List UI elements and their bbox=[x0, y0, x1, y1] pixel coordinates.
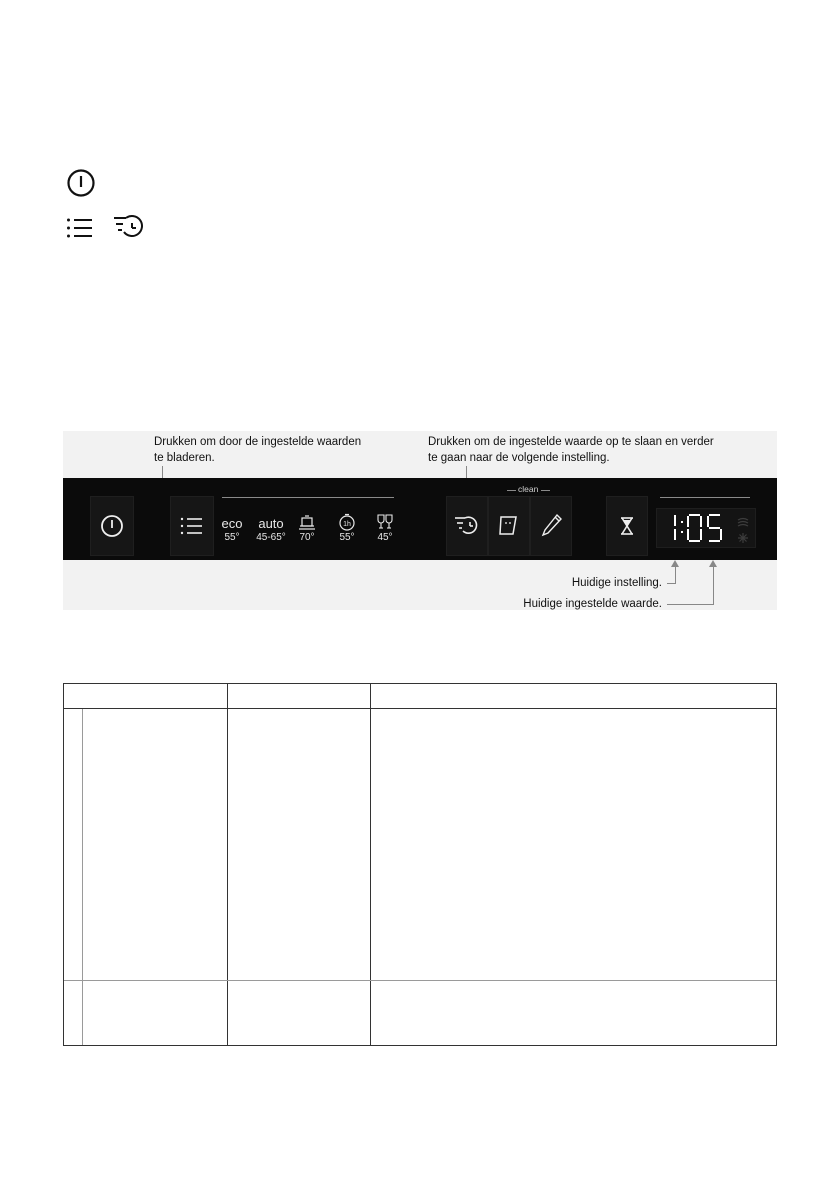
program-eco-label: eco bbox=[221, 516, 243, 531]
program-glass-temp: 45° bbox=[377, 532, 393, 543]
clean-label: clean bbox=[518, 484, 539, 494]
digit-segment bbox=[709, 527, 720, 529]
arrow-head-setting bbox=[671, 560, 679, 567]
control-panel bbox=[63, 478, 777, 560]
program-auto-temp: 45-65° bbox=[256, 532, 286, 543]
callout-scroll-values: Drukken om door de ingestelde waarden te bladeren. bbox=[154, 436, 362, 464]
leader-current-value-v bbox=[713, 566, 714, 604]
leader-current-value-h bbox=[667, 604, 714, 605]
digit-segment bbox=[689, 514, 700, 516]
colon-dot bbox=[681, 521, 683, 523]
hourglass-icon bbox=[607, 497, 647, 555]
display-rule bbox=[660, 497, 750, 498]
table-column-divider bbox=[227, 684, 228, 1045]
digit-segment bbox=[720, 529, 722, 540]
program-list-icon bbox=[66, 216, 94, 240]
program-list-icon bbox=[171, 497, 213, 555]
power-icon bbox=[66, 168, 96, 198]
clean-bracket-right bbox=[541, 490, 550, 491]
digit-segment bbox=[709, 514, 720, 516]
table-row-divider bbox=[64, 980, 776, 981]
leader-current-setting-h bbox=[667, 583, 676, 584]
callout-save-value: Drukken om de ingestelde waarde op te slaan en verder te gaan naar de volgende instelling. bbox=[428, 436, 714, 464]
svg-text:1h: 1h bbox=[343, 521, 351, 528]
filter-icon bbox=[531, 497, 571, 555]
programs-rule bbox=[222, 497, 394, 498]
program-1h-temp: 55° bbox=[339, 532, 355, 543]
settings-table bbox=[63, 683, 777, 1046]
machine-clean-icon bbox=[489, 497, 529, 555]
table-column-divider bbox=[370, 684, 371, 1045]
program-auto-label: auto bbox=[258, 516, 284, 531]
filter-clean-button[interactable] bbox=[530, 496, 572, 556]
callout-current-setting: Huidige instelling. bbox=[571, 577, 662, 589]
program-eco-temp: 55° bbox=[224, 532, 240, 543]
digit-segment bbox=[700, 516, 702, 527]
program-intensive-temp: 70° bbox=[299, 532, 315, 543]
colon-dot bbox=[681, 531, 683, 533]
table-subcolumn-divider bbox=[82, 709, 83, 1045]
power-button[interactable] bbox=[90, 496, 134, 556]
leader-current-setting-v bbox=[675, 566, 676, 583]
program-button[interactable] bbox=[170, 496, 214, 556]
settings-clock-icon bbox=[447, 497, 487, 555]
table-header-divider bbox=[64, 708, 776, 709]
digit-segment bbox=[687, 516, 689, 527]
arrow-head-value bbox=[709, 560, 717, 567]
digit-segment bbox=[709, 540, 720, 542]
delay-start-button[interactable] bbox=[606, 496, 648, 556]
salt-icon bbox=[737, 531, 749, 549]
settings-button[interactable] bbox=[446, 496, 488, 556]
digit-segment bbox=[674, 529, 676, 540]
power-icon bbox=[91, 497, 133, 555]
digit-segment bbox=[707, 516, 709, 527]
clean-bracket-left bbox=[507, 490, 516, 491]
time-display bbox=[656, 508, 756, 548]
settings-clock-icon bbox=[112, 214, 144, 240]
digit-segment bbox=[700, 529, 702, 540]
callout-current-value: Huidige ingestelde waarde. bbox=[523, 598, 662, 610]
digit-segment bbox=[689, 540, 700, 542]
digit-segment bbox=[674, 515, 676, 526]
machine-care-button[interactable] bbox=[488, 496, 530, 556]
digit-segment bbox=[687, 529, 689, 540]
